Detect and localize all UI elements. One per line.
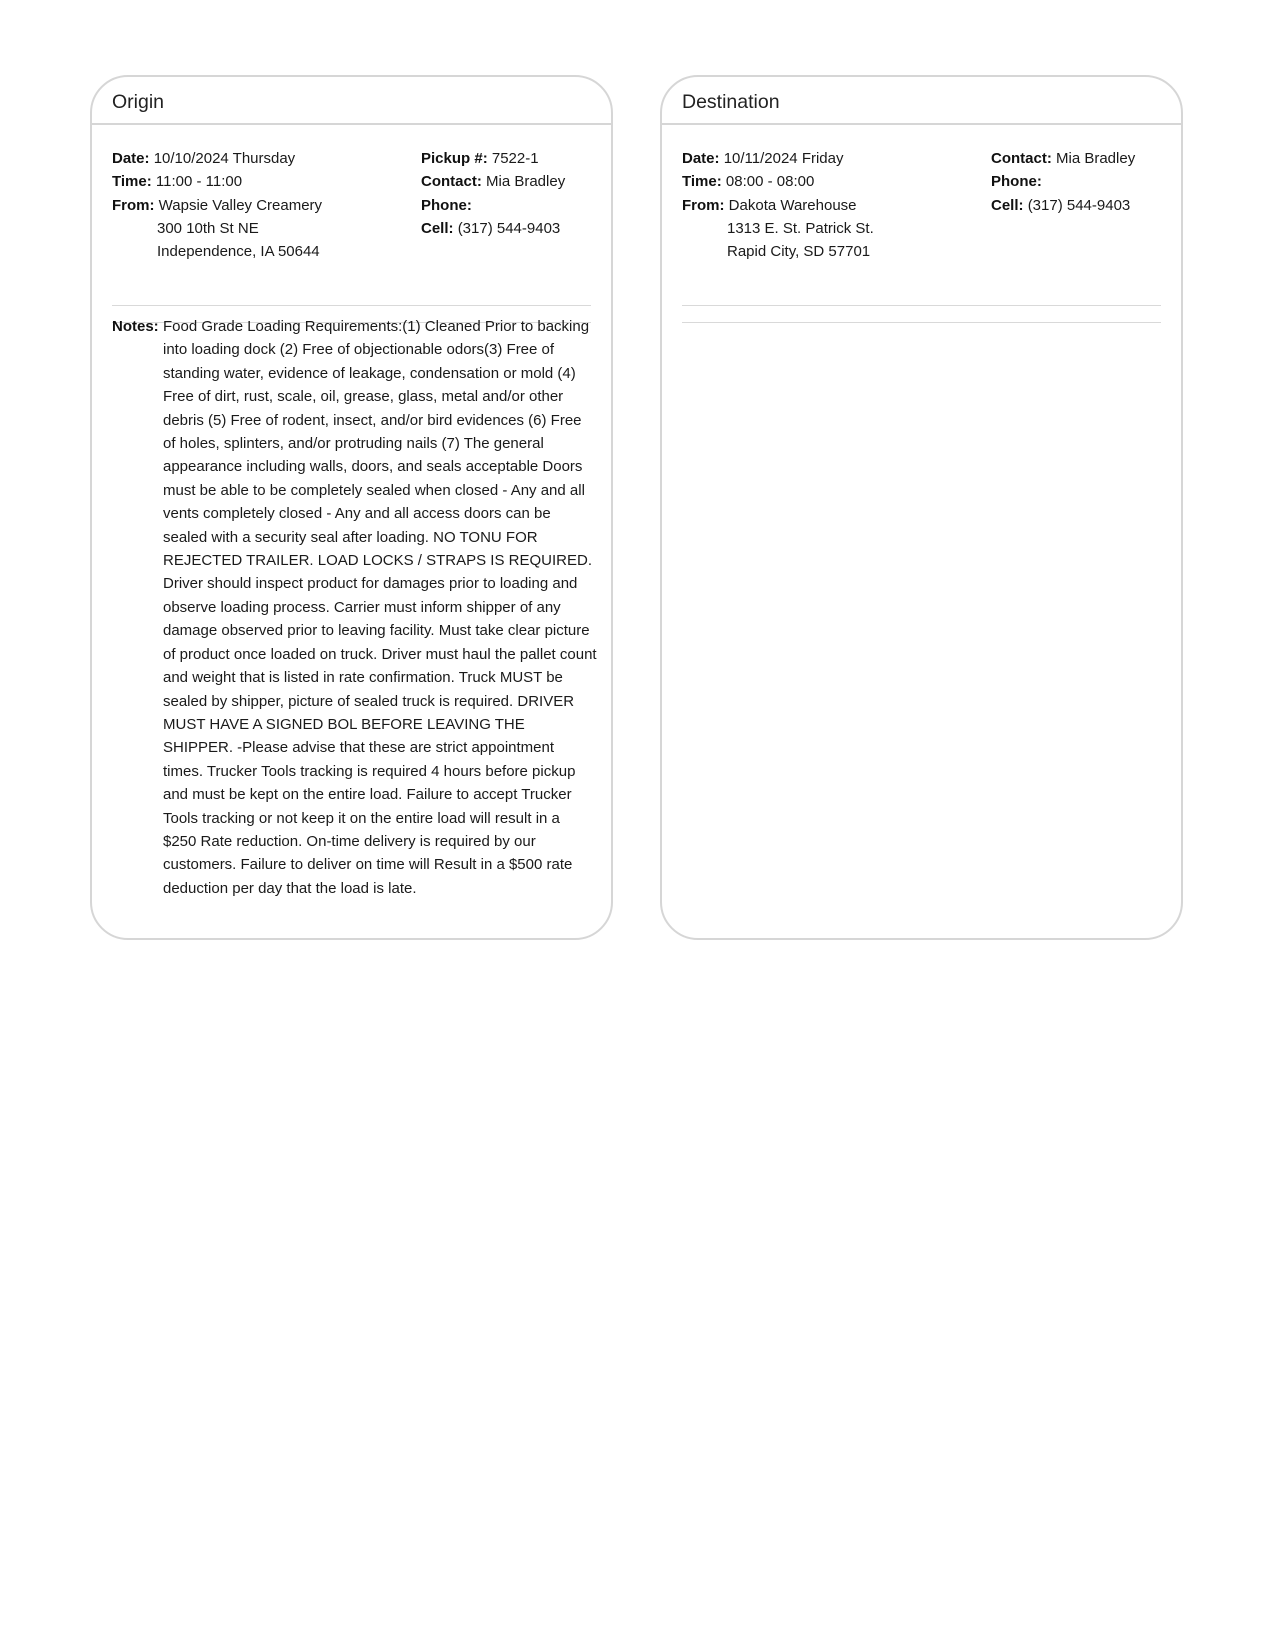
destination-address-line2: Rapid City, SD 57701 xyxy=(727,243,871,261)
origin-notes-label: Notes: xyxy=(112,318,159,335)
destination-cell-row xyxy=(991,194,1135,217)
destination-phone-row xyxy=(991,170,1135,193)
origin-notes xyxy=(112,315,598,900)
destination-time-label: Time: xyxy=(682,173,722,191)
origin-from-name: Wapsie Valley Creamery xyxy=(158,196,323,214)
origin-title: Origin xyxy=(92,77,611,125)
origin-cell-row xyxy=(421,217,565,240)
origin-address-line2: Independence, IA 50644 xyxy=(157,243,320,261)
origin-time-label: Time: xyxy=(112,173,152,191)
origin-cell-value: (317) 544-9403 xyxy=(457,219,561,237)
origin-contact-row xyxy=(421,170,565,193)
origin-date-value: 10/10/2024 Thursday xyxy=(153,150,296,167)
origin-date-label: Date: xyxy=(112,150,150,167)
origin-time-value: 11:00 - 11:00 xyxy=(155,173,243,191)
origin-pickup-label: Pickup #: xyxy=(421,150,488,167)
origin-from-row xyxy=(112,194,322,217)
origin-divider-top xyxy=(112,305,591,306)
destination-right-column xyxy=(991,147,1135,217)
origin-left-column xyxy=(112,147,322,263)
origin-date-row xyxy=(112,147,322,170)
destination-date-value: 10/11/2024 Friday xyxy=(723,150,844,167)
origin-cell-label: Cell: xyxy=(421,219,454,237)
destination-divider-bottom xyxy=(682,322,1161,323)
destination-from-name: Dakota Warehouse xyxy=(728,196,857,214)
destination-info xyxy=(662,125,1181,277)
origin-notes-text: Food Grade Loading Requirements:(1) Cleaned Prior to backing into loading dock (2) Free of objectionable odors(3) Free of standing water, evidence of leakage, condensation or mold (4) Free of dirt, rust, scale, oil, grease, glass, metal and/or other debris (5) Free of rodent, insect, and/or bird evidences (6) Free of holes, splinters, and/or protruding nails (7) The general appearance including walls, doors, and seals acceptable Doors must be able to be completely sealed when closed - Any and all vents completely closed - Any and all access doors can be sealed with a security seal after loading. NO TONU FOR REJECTED TRAILER. LOAD LOCKS / STRAPS IS REQUIRED. Driver should inspect product for damages prior to loading and observe loading process. Carrier must inform shipper of any damage observed prior to leaving facility. Must take clear picture of product once loaded on truck. Driver must haul the pallet count and weight that is listed in rate confirmation. Truck MUST be sealed by shipper, picture of sealed truck is required. DRIVER MUST HAVE A SIGNED BOL BEFORE LEAVING THE SHIPPER. -Please advise that these are strict appointment times. Trucker Tools tracking is required 4 hours before pickup and must be kept on the entire load. Failure to accept Trucker Tools tracking or not keep it on the entire load will result in a $250 Rate reduction. On-time delivery is required by our customers. Failure to deliver on time will Result in a $500 rate deduction per day that the load is late. xyxy=(163,318,597,897)
origin-card xyxy=(90,75,613,940)
destination-contact-label: Contact: xyxy=(991,150,1052,167)
destination-left-column xyxy=(682,147,874,263)
origin-pickup-row xyxy=(421,147,565,170)
destination-cell-value: (317) 544-9403 xyxy=(1027,196,1131,214)
destination-time-row xyxy=(682,170,874,193)
destination-divider-top xyxy=(682,305,1161,306)
origin-phone-row xyxy=(421,194,565,217)
destination-time-value: 08:00 - 08:00 xyxy=(725,173,815,191)
destination-phone-label: Phone: xyxy=(991,173,1042,191)
destination-title: Destination xyxy=(662,77,1181,125)
origin-from-label: From: xyxy=(112,196,155,214)
destination-cell-label: Cell: xyxy=(991,196,1024,214)
origin-pickup-value: 7522-1 xyxy=(491,150,539,167)
origin-address-line1: 300 10th St NE xyxy=(157,219,259,237)
destination-date-label: Date: xyxy=(682,150,720,167)
origin-right-column xyxy=(421,147,565,240)
destination-from-label: From: xyxy=(682,196,725,214)
destination-date-row xyxy=(682,147,874,170)
destination-from-row xyxy=(682,194,874,217)
destination-contact-value: Mia Bradley xyxy=(1056,150,1136,167)
origin-info xyxy=(92,125,611,277)
origin-time-row xyxy=(112,170,322,193)
destination-address-line1: 1313 E. St. Patrick St. xyxy=(727,219,874,237)
origin-phone-label: Phone: xyxy=(421,196,472,214)
destination-card xyxy=(660,75,1183,940)
origin-contact-label: Contact: xyxy=(421,173,482,191)
origin-contact-value: Mia Bradley xyxy=(486,173,566,191)
destination-contact-row xyxy=(991,147,1135,170)
